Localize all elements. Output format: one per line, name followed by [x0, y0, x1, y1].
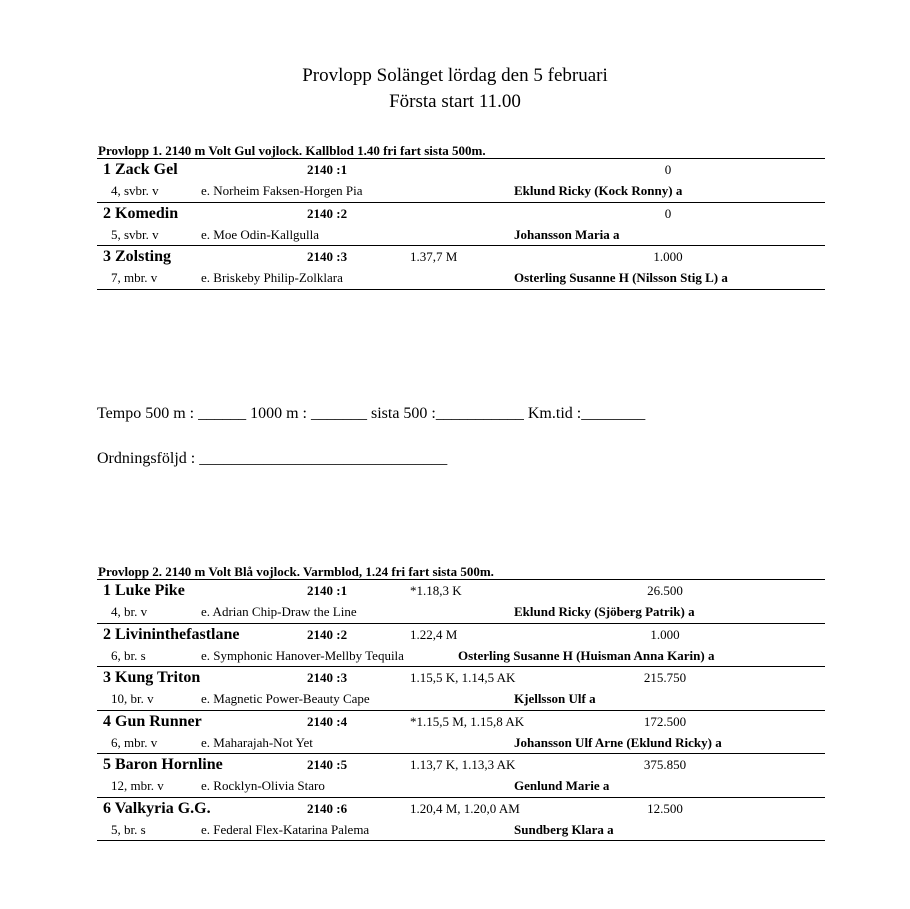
pedigree: e. Adrian Chip-Draw the Line: [201, 604, 357, 619]
horse-name: 4 Gun Runner: [103, 712, 202, 730]
driver: Sundberg Klara a: [514, 821, 614, 837]
horse-name: 1 Luke Pike: [103, 582, 185, 599]
distance-post: 2140 :1: [307, 583, 348, 598]
race-entry: [97, 623, 825, 667]
race-entry: [97, 710, 825, 754]
pedigree: e. Norheim Faksen-Horgen Pia: [201, 183, 363, 198]
driver: Osterling Susanne H (Huisman Anna Karin) a: [458, 647, 715, 663]
age-color-sex: 4, br. v: [111, 604, 148, 619]
earnings: 12.500: [647, 800, 683, 816]
earnings: 26.500: [647, 583, 683, 598]
age-color-sex: 6, mbr. v: [111, 734, 158, 750]
record-time: 1.20,4 M, 1.20,0 AM: [410, 800, 520, 816]
horse-name: 3 Zolsting: [103, 248, 172, 265]
driver: Johansson Ulf Arne (Eklund Ricky) a: [514, 734, 722, 750]
tempo-form-line: Tempo 500 m : ______ 1000 m : _______ sista 500 :___________ Km.tid :________: [97, 405, 646, 422]
horse-name: 2 Livininthefastlane: [103, 625, 240, 643]
horse-name: 1 Zack Gel: [103, 161, 178, 178]
earnings: 0: [664, 162, 672, 177]
document-subtitle: Första start 11.00: [389, 91, 521, 112]
pedigree: e. Federal Flex-Katarina Palema: [201, 821, 370, 837]
race-entry: [97, 245, 825, 289]
race-1: [97, 143, 825, 290]
pedigree: e. Rocklyn-Olivia Staro: [201, 778, 325, 793]
record-time: *1.15,5 M, 1.15,8 AK: [410, 713, 525, 729]
earnings: 172.500: [643, 713, 687, 729]
distance-post: 2140 :6: [307, 800, 348, 816]
record-time: 1.13,7 K, 1.13,3 AK: [410, 757, 516, 772]
age-color-sex: 4, svbr. v: [111, 183, 159, 198]
age-color-sex: 12, mbr. v: [111, 778, 164, 793]
race-end-rule: [97, 289, 825, 290]
age-color-sex: 5, br. s: [111, 821, 146, 837]
race-entry: [97, 202, 825, 246]
age-color-sex: 6, br. s: [111, 647, 146, 663]
earnings: 215.750: [643, 670, 687, 685]
driver: Kjellsson Ulf a: [514, 691, 596, 706]
race-header: Provlopp 1. 2140 m Volt Gul vojlock. Kallblod 1.40 fri fart sista 500m.: [98, 143, 486, 158]
driver: Osterling Susanne H (Nilsson Stig L) a: [514, 270, 728, 285]
pedigree: e. Maharajah-Not Yet: [201, 734, 313, 750]
race-entry: [97, 797, 825, 841]
record-time: 1.15,5 K, 1.14,5 AK: [410, 670, 516, 685]
distance-post: 2140 :4: [307, 713, 348, 729]
horse-name: 5 Baron Hornline: [103, 756, 223, 773]
age-color-sex: 10, br. v: [111, 691, 154, 706]
order-form-line: Ordningsföljd : _______________________________: [97, 450, 448, 467]
document-title: Provlopp Solänget lördag den 5 februari: [302, 65, 608, 86]
distance-post: 2140 :3: [307, 249, 348, 264]
race-entry: [97, 579, 825, 623]
earnings: 1.000: [650, 626, 680, 642]
driver: Johansson Maria a: [514, 226, 620, 242]
race-2: [97, 564, 825, 841]
distance-post: 2140 :5: [307, 757, 348, 772]
distance-post: 2140 :3: [307, 670, 348, 685]
pedigree: e. Briskeby Philip-Zolklara: [201, 270, 343, 285]
race-entry: [97, 666, 825, 710]
distance-post: 2140 :1: [307, 162, 348, 177]
title-block: [0, 63, 910, 115]
race-entry: [97, 753, 825, 797]
distance-post: 2140 :2: [307, 205, 348, 221]
record-time: *1.18,3 K: [410, 583, 462, 598]
race-end-rule: [97, 840, 825, 841]
pedigree: e. Symphonic Hanover-Mellby Tequila: [201, 647, 404, 663]
driver: Genlund Marie a: [514, 778, 610, 793]
earnings: 375.850: [643, 757, 687, 772]
driver: Eklund Ricky (Kock Ronny) a: [514, 183, 683, 198]
age-color-sex: 7, mbr. v: [111, 270, 158, 285]
horse-name: 2 Komedin: [103, 204, 179, 222]
horse-name: 6 Valkyria G.G.: [103, 799, 211, 817]
pedigree: e. Magnetic Power-Beauty Cape: [201, 691, 370, 706]
record-time: 1.22,4 M: [410, 626, 458, 642]
race-header: Provlopp 2. 2140 m Volt Blå vojlock. Varmblod, 1.24 fri fart sista 500m.: [98, 564, 494, 579]
pedigree: e. Moe Odin-Kallgulla: [201, 226, 320, 242]
race-entry: [97, 158, 825, 202]
horse-name: 3 Kung Triton: [103, 669, 201, 686]
earnings: 0: [664, 205, 672, 221]
age-color-sex: 5, svbr. v: [111, 226, 159, 242]
driver: Eklund Ricky (Sjöberg Patrik) a: [514, 604, 695, 619]
distance-post: 2140 :2: [307, 626, 348, 642]
record-time: 1.37,7 M: [410, 249, 458, 264]
earnings: 1.000: [653, 249, 683, 264]
